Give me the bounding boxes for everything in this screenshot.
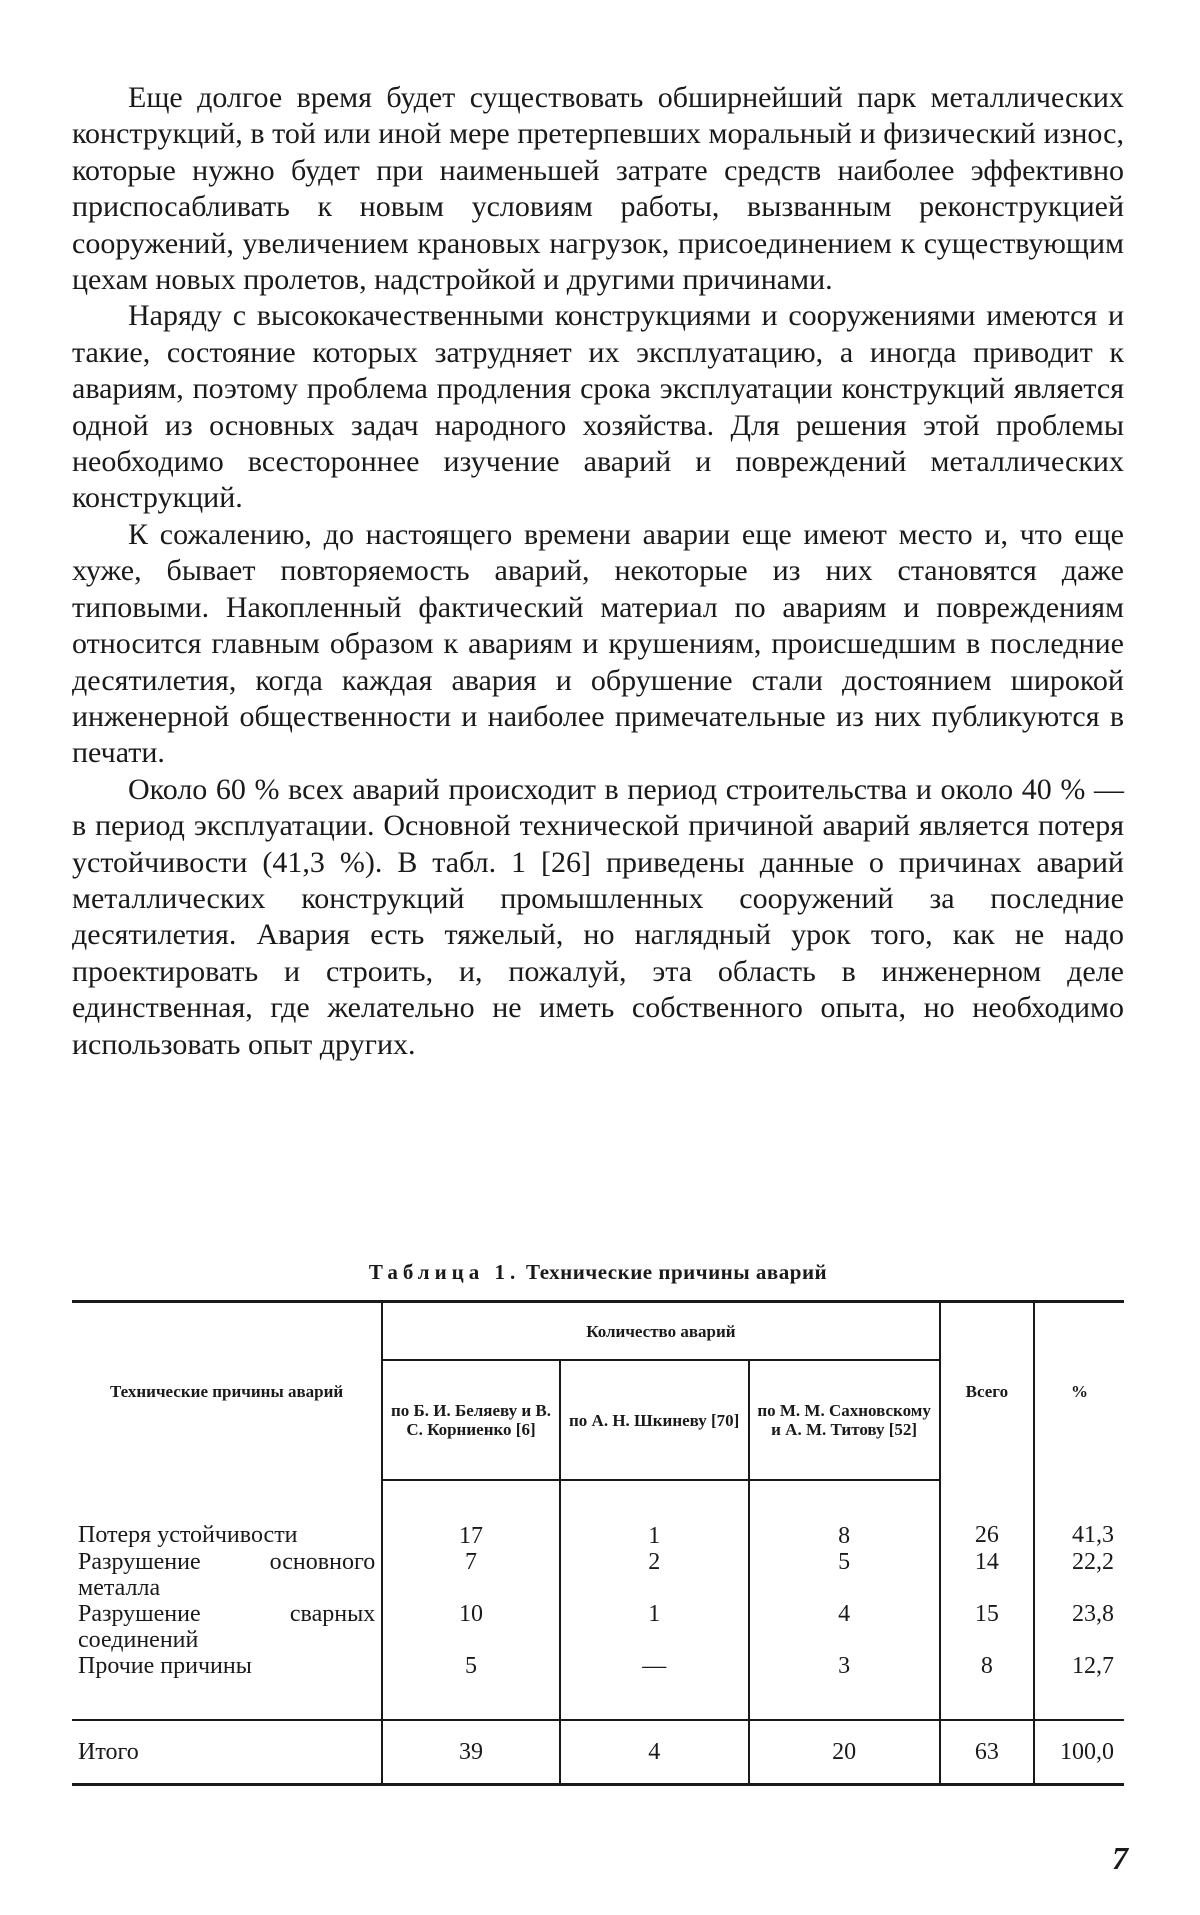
accident-causes-table (72, 1300, 1124, 1786)
row-cause: Разрушение основного металла (78, 1549, 376, 1601)
row-source-2: — (560, 1653, 749, 1720)
table-row (72, 1653, 1124, 1720)
total-source-1: 39 (382, 1720, 560, 1785)
table-title-label: Таблица 1. (368, 1260, 521, 1284)
row-source-1: 17 (382, 1480, 560, 1549)
row-total: 26 (940, 1480, 1034, 1549)
total-source-3: 20 (749, 1720, 940, 1785)
header-source-2: по А. Н. Шкиневу [70] (560, 1360, 749, 1480)
row-source-1: 10 (382, 1601, 560, 1653)
table-row (72, 1601, 1124, 1653)
row-cause: Разрушение сварных соединений (78, 1601, 376, 1653)
table-row (72, 1480, 1124, 1549)
row-source-3: 4 (749, 1601, 940, 1653)
row-source-3: 3 (749, 1653, 940, 1720)
row-percent: 41,3 (1034, 1480, 1124, 1549)
row-cause: Потеря устойчивости (78, 1522, 298, 1548)
row-total: 15 (940, 1601, 1034, 1653)
row-source-3: 8 (749, 1480, 940, 1549)
header-accident-count: Количество аварий (382, 1302, 939, 1361)
row-total: 8 (940, 1653, 1034, 1720)
table-total-row (72, 1720, 1124, 1785)
paragraph-2: Наряду с высококачественными конструкциями и сооружениями имеются и такие, состояние которых затрудняет их эксплуатацию, а иногда приводит к авариям, поэтому проблема продления срока эксплуатации конструкций является одной из основных задач народного хозяйства. Для решения этой проблемы необходимо всестороннее изучение аварий и повреждений металлических конструкций. (72, 299, 1124, 515)
row-total: 14 (940, 1549, 1034, 1601)
table-row (72, 1549, 1124, 1601)
total-label: Итого (72, 1720, 382, 1785)
total-percent: 100,0 (1034, 1720, 1124, 1785)
total-total: 63 (940, 1720, 1034, 1785)
row-source-1: 7 (382, 1549, 560, 1601)
header-cause: Технические причины аварий (109, 1382, 344, 1401)
page-number: 7 (1112, 1840, 1128, 1876)
book-page (72, 80, 1124, 1765)
table-title-text: Технические причины аварий (526, 1260, 828, 1284)
paragraph-1: Еще долгое время будет существовать обширнейший парк металлических конструкций, в той или иной мере претерпевших моральный и физический износ, которые нужно будет при наименьшей затрате средств наиболее эффективно приспосабливать к новым условиям работы, вызванным реконструкцией сооружений, увеличением крановых нагрузок, присоединением к существующим цехам новых пролетов, надстройкой и другими причинами. (72, 81, 1124, 297)
paragraph-4: Около 60 % всех аварий происходит в период строительства и около 40 % — в период эксплуатации. Основной технической причиной аварий является потеря устойчивости (41,3 %). В табл. 1 [26] приведены данные о причинах аварий металлических конструкций промышленных сооружений за последние десятилетия. Авария есть тяжелый, но наглядный урок того, как не надо проектировать и строить, и, пожалуй, эта область в инженерном деле единственная, где желательно не иметь собственного опыта, но необходимо использовать опыт других. (72, 772, 1124, 1061)
row-source-1: 5 (382, 1653, 560, 1720)
row-source-3: 5 (749, 1549, 940, 1601)
header-percent: % (1034, 1302, 1124, 1481)
header-total: Всего (940, 1302, 1034, 1481)
row-cause: Прочие причины (78, 1653, 252, 1679)
row-source-2: 1 (560, 1480, 749, 1549)
row-percent: 23,8 (1034, 1601, 1124, 1653)
header-source-1: по Б. И. Беляеву и В. С. Корниенко [6] (382, 1360, 560, 1480)
header-source-3: по М. М. Сахновскому и А. М. Титову [52] (749, 1360, 940, 1480)
table-title (72, 1260, 1124, 1285)
row-source-2: 1 (560, 1601, 749, 1653)
total-source-2: 4 (560, 1720, 749, 1785)
row-percent: 22,2 (1034, 1549, 1124, 1601)
row-source-2: 2 (560, 1549, 749, 1601)
paragraph-3: К сожалению, до настоящего времени аварии еще имеют место и, что еще хуже, бывает повторяемость аварий, некоторые из них становятся даже типовыми. Накопленный фактический материал по авариям и повреждениям относится главным образом к авариям и крушениям, происшедшим в последние десятилетия, когда каждая авария и обрушение стали достоянием широкой инженерной общественности и наиболее примечательные из них публикуются в печати. (72, 517, 1124, 770)
row-percent: 12,7 (1034, 1653, 1124, 1720)
